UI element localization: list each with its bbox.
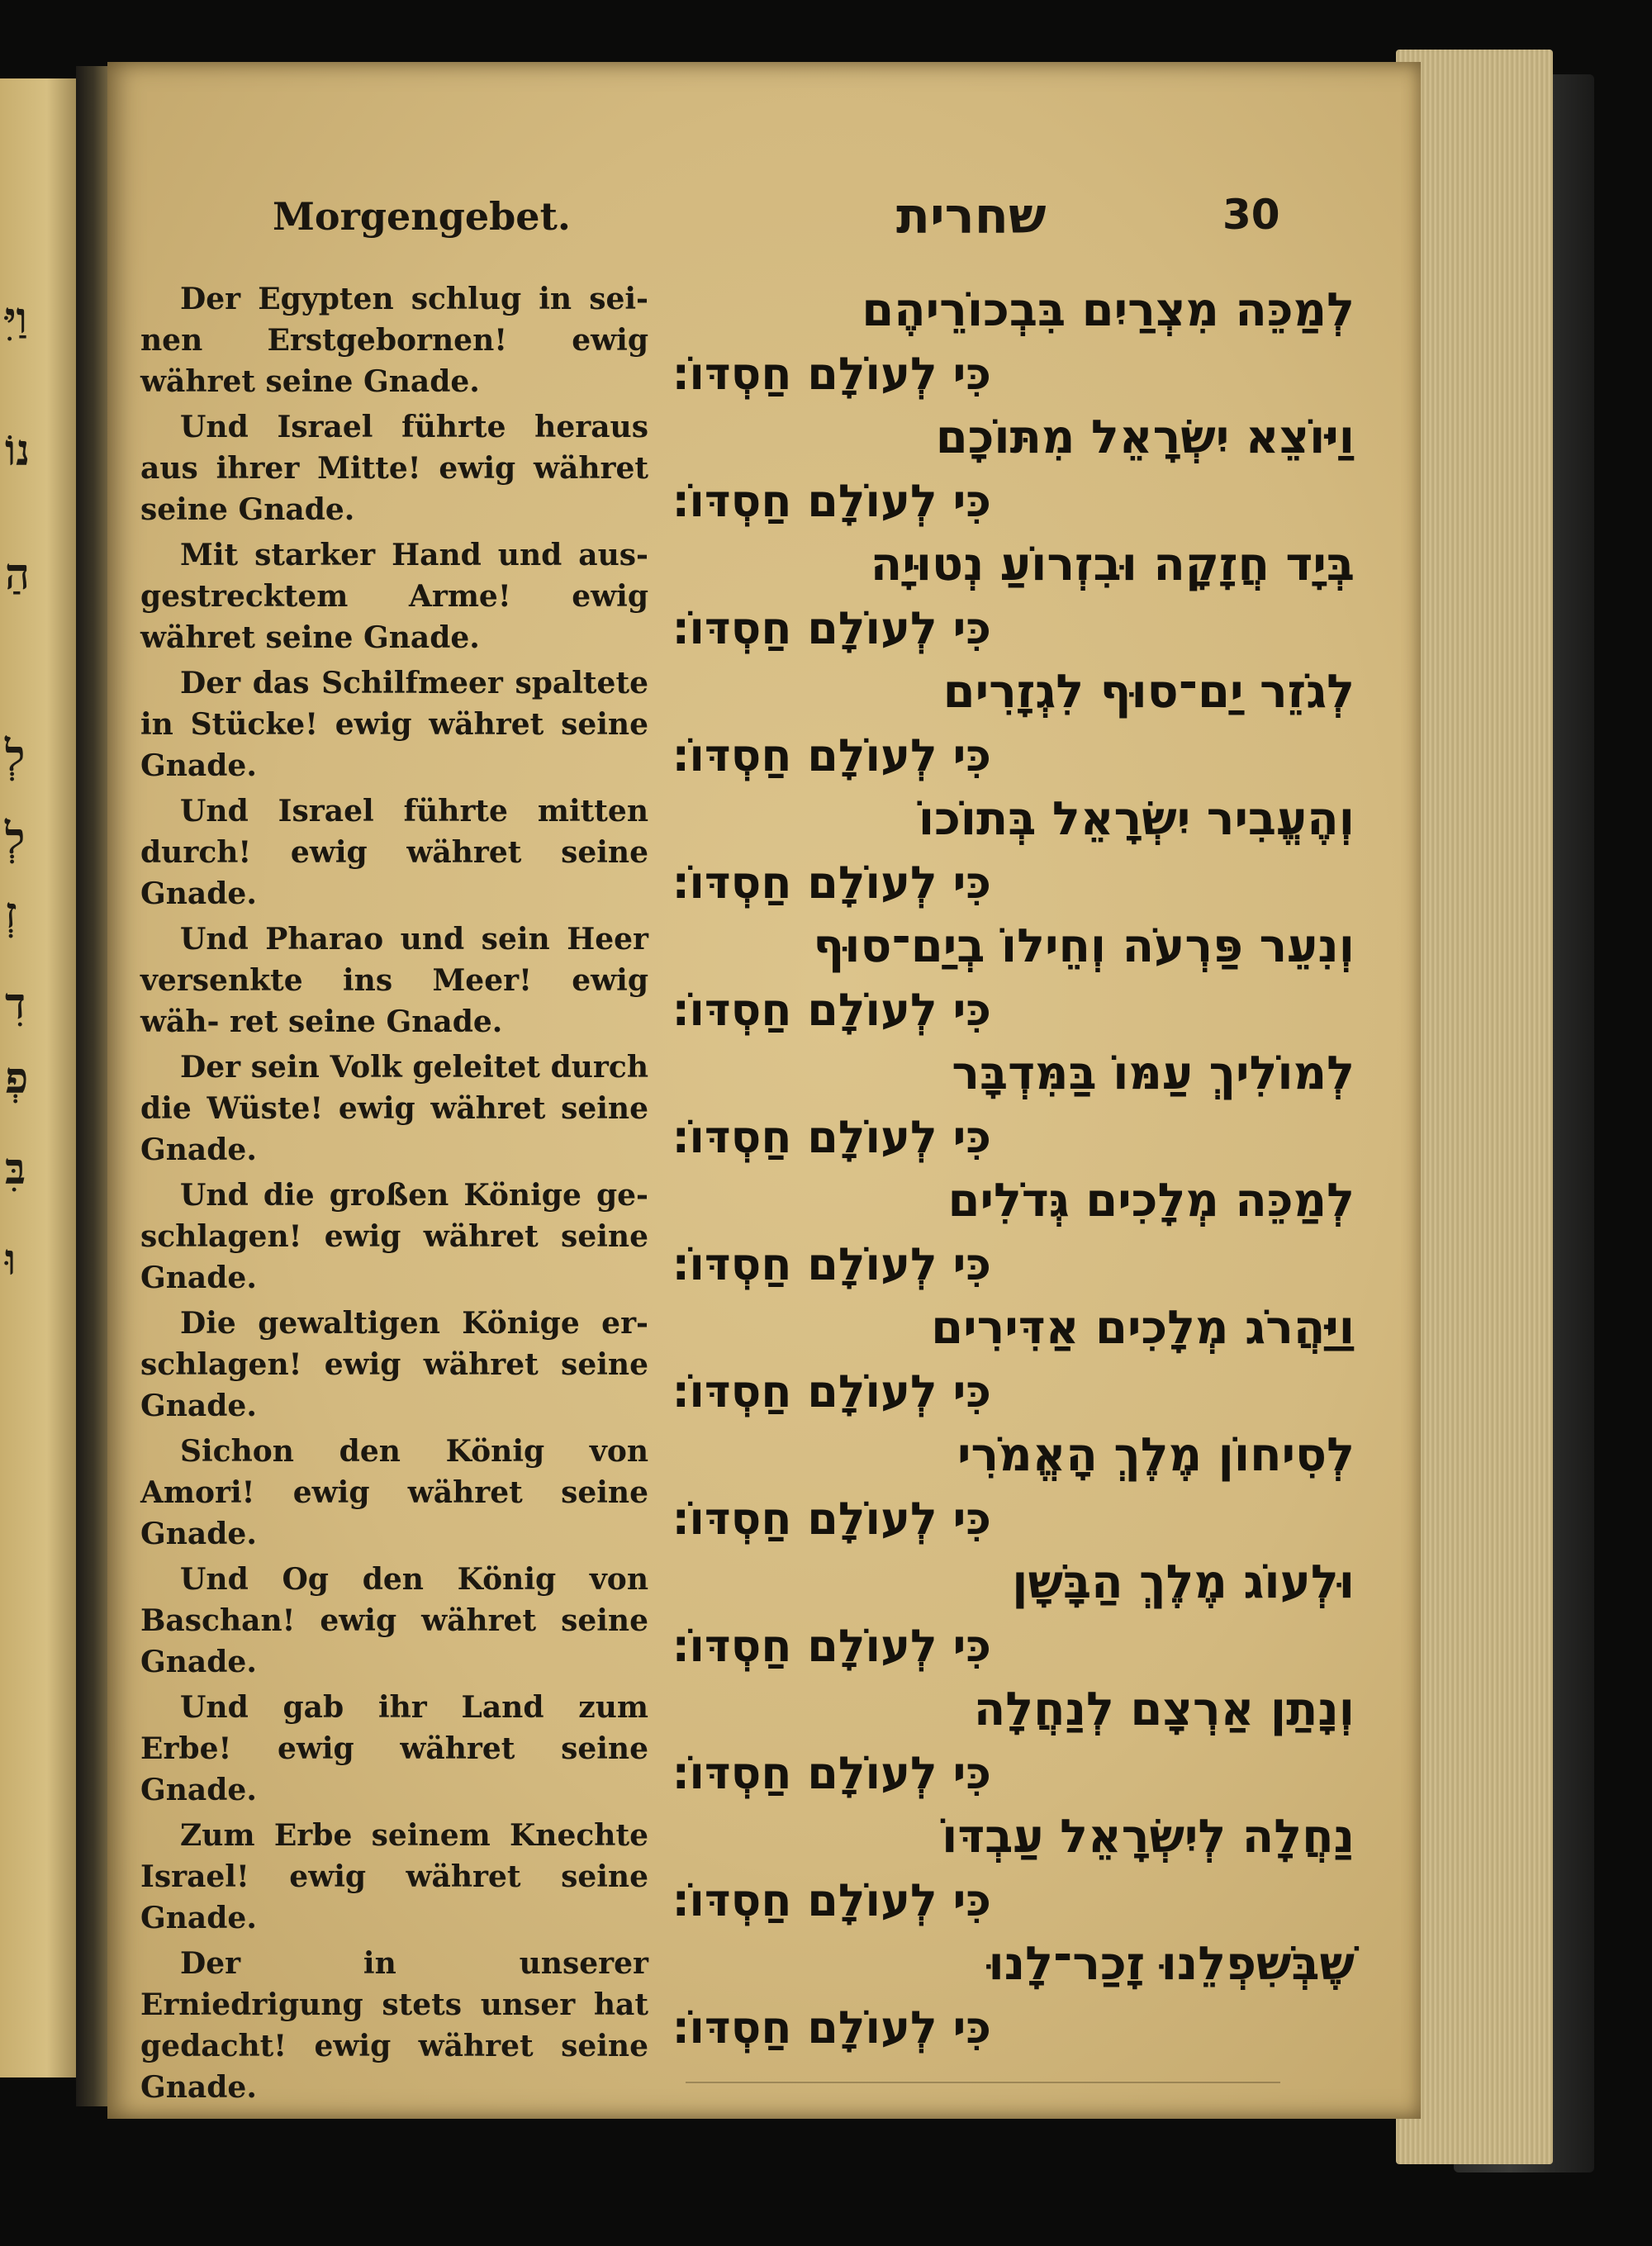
- hebrew-refrain-text: כִּי לְעוֹלָם חַסְדּוֹ׃: [672, 1747, 991, 1799]
- german-verse: Und gab ihr Land zum Erbe! ewig währet seine Gnade.: [140, 1690, 648, 1807]
- hebrew-verse: לְמוֹלִיךְ עַמּוֹ בַּמִּדְבָּר: [952, 1047, 1355, 1100]
- german-verse: Der sein Volk geleitet durch die Wüste! ewig währet seine Gnade.: [140, 1050, 648, 1167]
- german-verse: Mit starker Hand und aus- gestrecktem Arme! ewig währet seine Gnade.: [140, 538, 648, 655]
- hebrew-refrain: [644, 978, 1379, 1042]
- german-verse: Und Israel führte mitten durch! ewig währet seine Gnade.: [140, 794, 648, 911]
- hebrew-verse: לְמַכֵּה מְלָכִים גְּדֹלִים: [947, 1174, 1355, 1227]
- hebrew-verse: בְּיָד חֲזָקָה וּבִזְרוֹעַ נְטוּיָה: [870, 538, 1355, 591]
- hebrew-verse: שֶׁבְּשִׁפְלֵנוּ זָכַר־לָנוּ: [988, 1937, 1355, 1991]
- hebrew-refrain: [644, 469, 1379, 533]
- bottom-rule: [686, 2082, 1280, 2083]
- german-verse: Und die großen Könige ge- schlagen! ewig währet seine Gnade.: [140, 1178, 648, 1295]
- hebrew-refrain-text: כִּי לְעוֹלָם חַסְדּוֹ׃: [672, 2001, 991, 2054]
- hebrew-refrain: [644, 1487, 1379, 1550]
- hebrew-refrain-text: כִּי לְעוֹלָם חַסְדּוֹ׃: [672, 475, 991, 527]
- previous-page-fragment: בִּ: [5, 1144, 26, 1194]
- german-verse: Zum Erbe seinem Knechte Israel! ewig währet seine Gnade.: [140, 1818, 648, 1935]
- previous-page-fragment: נוֹ: [5, 425, 31, 476]
- hebrew-refrain: [644, 1869, 1379, 1932]
- hebrew-refrain-text: כִּי לְעוֹלָם חַסְדּוֹ׃: [672, 602, 991, 654]
- hebrew-refrain-text: כִּי לְעוֹלָם חַסְדּוֹ׃: [672, 1365, 991, 1417]
- german-verse: Die gewaltigen Könige er- schlagen! ewig währet seine Gnade.: [140, 1306, 648, 1423]
- hebrew-refrain-text: כִּי לְעוֹלָם חַסְדּוֹ׃: [672, 1874, 991, 1926]
- hebrew-verse: וְנִעֵר פַּרְעֹה וְחֵילוֹ בְיַם־סוּף: [813, 919, 1355, 973]
- hebrew-text-column: [644, 278, 1379, 2059]
- hebrew-verse: לְסִיחוֹן מֶלֶךְ הָאֱמֹרִי: [957, 1428, 1355, 1482]
- hebrew-refrain: [644, 1360, 1379, 1423]
- hebrew-verse: לְמַכֵּה מִצְרַיִם בִּבְכוֹרֵיהֶם: [862, 283, 1355, 337]
- hebrew-refrain: [644, 851, 1379, 914]
- hebrew-refrain-text: כִּי לְעוֹלָם חַסְדּוֹ׃: [672, 348, 991, 400]
- hebrew-refrain: [644, 1741, 1379, 1805]
- previous-page-fragment: הַ: [5, 549, 30, 600]
- german-verse: Und Pharao und sein Heer versenkte ins Meer! ewig wäh- ret seine Gnade.: [140, 922, 648, 1039]
- running-title-german: Morgengebet.: [273, 194, 571, 239]
- previous-page-fragment: דִ: [5, 979, 26, 1029]
- page-number: 30: [1222, 191, 1280, 239]
- previous-page-fragment: לְ: [5, 731, 26, 781]
- hebrew-verse: לְגֹזֵר יַם־סוּף לִגְזָרִים: [942, 665, 1355, 719]
- german-translation-column: [140, 278, 648, 2112]
- hebrew-verse: נַחֲלָה לְיִשְׂרָאֵל עַבְדּוֹ: [942, 1810, 1355, 1864]
- german-verse: Der in unserer Erniedrigung stets unser hat gedacht! ewig währet seine Gnade.: [140, 1946, 648, 2105]
- hebrew-refrain: [644, 342, 1379, 406]
- hebrew-refrain: [644, 724, 1379, 787]
- hebrew-refrain-text: כִּי לְעוֹלָם חַסְדּוֹ׃: [672, 1620, 991, 1672]
- hebrew-refrain-text: כִּי לְעוֹלָם חַסְדּוֹ׃: [672, 984, 991, 1036]
- previous-page-fragment: וּ: [5, 1235, 17, 1285]
- german-verse: Und Israel führte heraus aus ihrer Mitte! ewig währet seine Gnade.: [140, 410, 648, 527]
- previous-page-fragment: זְ: [5, 888, 17, 938]
- previous-page-fragment: וַיִּ: [5, 293, 27, 344]
- german-verse: Der Egypten schlug in sei- nen Erstgebornen! ewig währet seine Gnade.: [140, 282, 648, 399]
- hebrew-verse: וּלְעוֹג מֶלֶךְ הַבָּשָׁן: [1012, 1555, 1355, 1609]
- page-header: [107, 188, 1421, 260]
- hebrew-verse: וַיּוֹצֵא יִשְׂרָאֵל מִתּוֹכָם: [935, 411, 1355, 464]
- german-verse: Sichon den König von Amori! ewig währet seine Gnade.: [140, 1434, 648, 1551]
- hebrew-refrain-text: כִּי לְעוֹלָם חַסְדּוֹ׃: [672, 857, 991, 909]
- hebrew-refrain: [644, 1105, 1379, 1169]
- book-page: [107, 62, 1421, 2119]
- german-verse: Der das Schilfmeer spaltete in Stücke! ewig währet seine Gnade.: [140, 666, 648, 783]
- hebrew-verse: וְהֶעֱבִיר יִשְׂרָאֵל בְּתוֹכוֹ: [918, 792, 1355, 846]
- hebrew-refrain-text: כִּי לְעוֹלָם חַסְדּוֹ׃: [672, 1238, 991, 1290]
- hebrew-verse: וַיַּהֲרֹג מְלָכִים אַדִּירִים: [931, 1301, 1355, 1355]
- hebrew-verse: וְנָתַן אַרְצָם לְנַחֲלָה: [973, 1683, 1355, 1736]
- hebrew-refrain-text: כִּי לְעוֹלָם חַסְדּוֹ׃: [672, 729, 991, 781]
- running-title-hebrew: שחרית: [896, 188, 1047, 245]
- hebrew-refrain: [644, 1232, 1379, 1296]
- hebrew-refrain-text: כִּי לְעוֹלָם חַסְדּוֹ׃: [672, 1493, 991, 1545]
- hebrew-refrain: [644, 1614, 1379, 1678]
- german-verse: Und Og den König von Baschan! ewig währet seine Gnade.: [140, 1562, 648, 1679]
- hebrew-refrain-text: כִּי לְעוֹלָם חַסְדּוֹ׃: [672, 1111, 991, 1163]
- hebrew-refrain: [644, 596, 1379, 660]
- previous-page-fragment: לְ: [5, 814, 26, 864]
- previous-page-fragment: פְ: [5, 1053, 29, 1104]
- previous-page-edge: [0, 78, 78, 2077]
- hebrew-refrain: [644, 1996, 1379, 2059]
